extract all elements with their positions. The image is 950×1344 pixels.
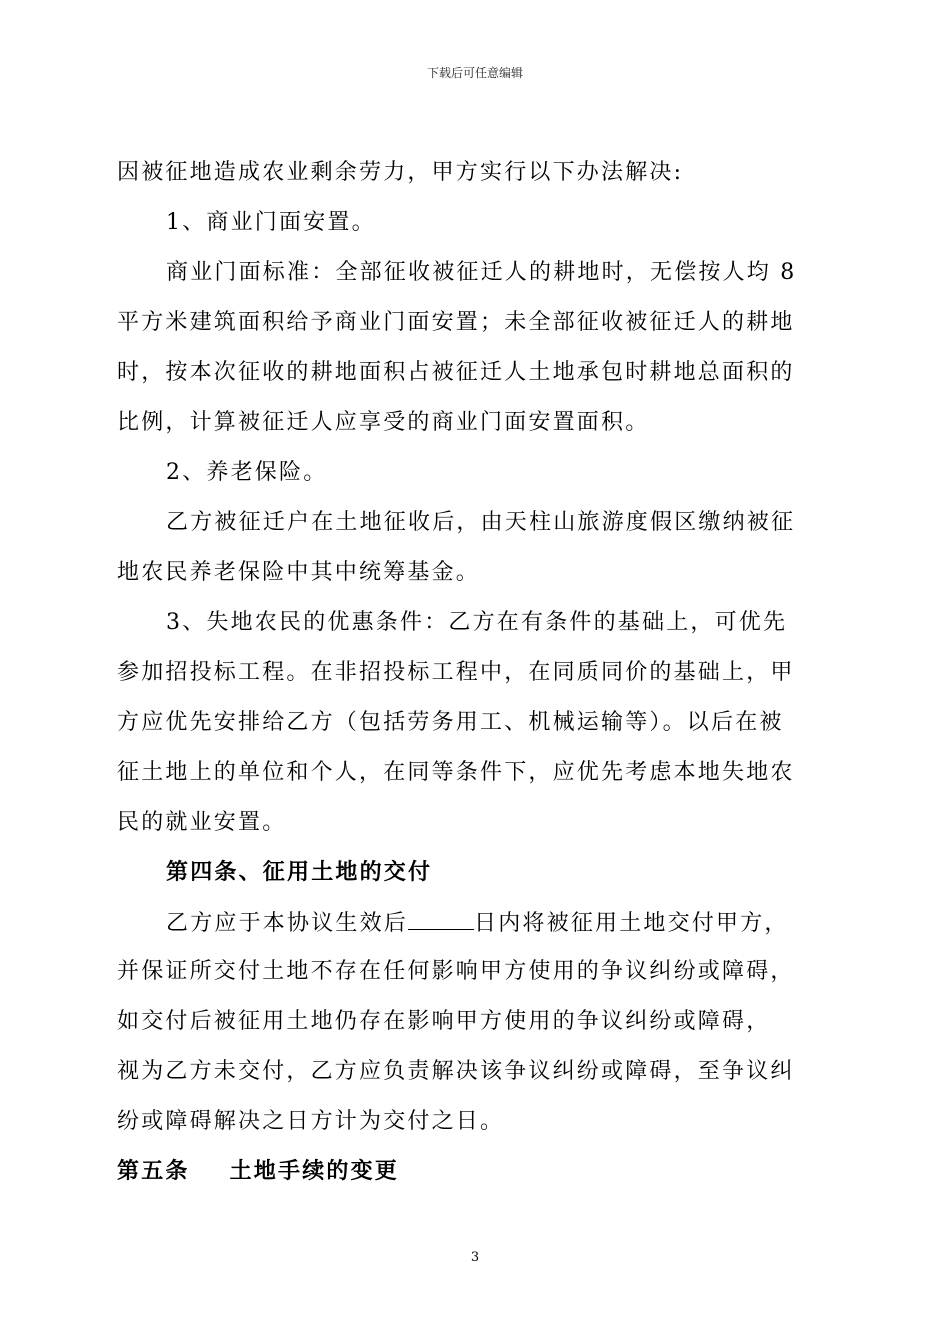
list-item-heading: 1、商业门面安置。 [166,210,376,235]
body-line: 参加招投标工程。在非招投标工程中，在同质同价的基础上，甲 [117,660,795,685]
body-line: 因被征地造成农业剩余劳力，甲方实行以下办法解决: [117,160,684,185]
body-line: 视为乙方未交付，乙方应负责解决该争议纠纷或障碍，至争议纠 [117,1059,795,1084]
page-number: 3 [470,1250,480,1265]
body-line: 并保证所交付土地不存在任何影响甲方使用的争议纠纷或障碍， [117,959,795,984]
page-header: 下载后可任意编辑 [426,66,523,80]
body-line: 商业门面标准：全部征收被征迁人的耕地时，无偿按人均 8 [166,260,797,285]
body-line [166,907,789,939]
article-number: 第五条 [117,1158,190,1184]
body-line: 乙方被征迁户在土地征收后，由天柱山旅游度假区缴纳被征 [166,510,796,535]
body-line: 时，按本次征收的耕地面积占被征迁人土地承包时耕地总面积的 [117,360,795,385]
line-text: 乙方应于本协议生效后 [166,911,409,936]
body-line: 地农民养老保险中其中统筹基金。 [117,560,481,585]
body-line: 民的就业安置。 [117,810,287,835]
line-text: 日内将被征用土地交付甲方， [474,911,789,936]
article-heading: 第四条、征用土地的交付 [166,859,433,885]
body-line: 如交付后被征用土地仍存在影响甲方使用的争议纠纷或障碍， [117,1009,771,1034]
list-item-heading: 2、养老保险。 [166,460,328,485]
list-item-heading: 3、失地农民的优惠条件：乙方在有条件的基础上，可优先 [166,610,788,635]
body-line: 比例，计算被征迁人应享受的商业门面安置面积。 [117,410,650,435]
body-line: 方应优先安排给乙方（包括劳务用工、机械运输等）。以后在被 [117,710,784,735]
body-line: 平方米建筑面积给予商业门面安置；未全部征收被征迁人的耕地 [117,310,795,335]
blank-field [408,907,474,930]
article-heading [117,1156,399,1186]
article-title: 土地手续的变更 [229,1158,400,1184]
body-line: 纷或障碍解决之日方计为交付之日。 [117,1109,505,1134]
body-line: 征土地上的单位和个人，在同等条件下，应优先考虑本地失地农 [117,760,795,785]
